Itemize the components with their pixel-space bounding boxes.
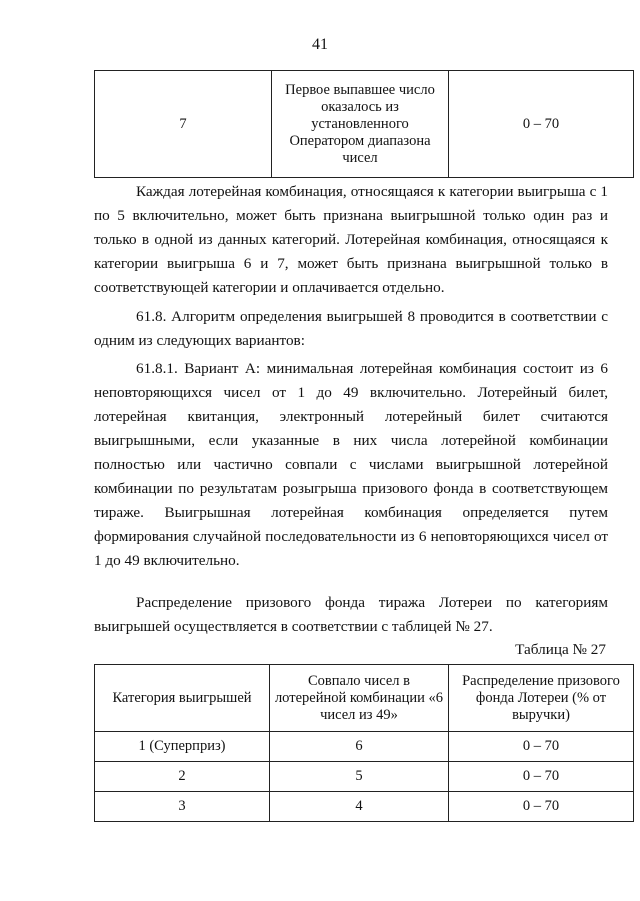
table-header-distribution: Распределение призового фонда Лотереи (% от выручки) (449, 665, 634, 732)
table-cell-matched: 4 (270, 792, 449, 822)
table-header-row (95, 665, 634, 732)
table-cell-matched: 6 (270, 732, 449, 762)
table-row (95, 732, 634, 762)
table-header-matched: Совпало чисел в лотерейной комбинации «6 чисел из 49» (270, 665, 449, 732)
page-number: 41 (312, 36, 328, 53)
paragraph-prize-distribution: Распределение призового фонда тиража Лотереи по категориям выигрышей осуществляется в соответствии с таблицей № 27. (94, 594, 608, 635)
table-cell-category: 2 (95, 762, 270, 792)
table-row (95, 762, 634, 792)
table-row (95, 71, 634, 178)
table-27 (94, 664, 634, 822)
table-caption: Таблица № 27 (515, 641, 606, 658)
table-cell-distribution: 0 – 70 (449, 762, 634, 792)
table-header-category: Категория выигрышей (95, 665, 270, 732)
paragraph-variant-a: 61.8.1. Вариант А: минимальная лотерейная комбинация состоит из 6 неповторяющихся чисел от 1 до 49 включительно. Лотерейный билет, лотерейная квитанция, электронный лотерейный билет считаются выигрышными, если указанные в них числа лотерейной комбинации полностью или частично совпали с числами выигрышной лотерейной комбинации по результатам розыгрыша призового фонда в соответствующем тираже. Выигрышная лотерейная комбинация определяется путем формирования случайной последовательности из 6 неповторяющихся чисел от 1 до 49 включительно. (94, 360, 608, 569)
prize-category-table-continued (94, 70, 634, 178)
paragraph-combination-rules: Каждая лотерейная комбинация, относящаяся к категории выигрыша с 1 по 5 включительно, может быть признана выигрышной только один раз и только в одной из данных категорий. Лотерейная комбинация, относящаяся к категории выигрыша 6 и 7, может быть признана выигрышной только в соответствующей категории и оплачивается отдельно. (94, 183, 608, 296)
table-cell-category: 7 (95, 71, 272, 178)
table-cell-matched: 5 (270, 762, 449, 792)
table-cell-condition: Первое выпавшее число оказалось из установленного Оператором диапазона чисел (272, 71, 449, 178)
paragraph-section-61-8: 61.8. Алгоритм определения выигрышей 8 проводится в соответствии с одним из следующих вариантов: (94, 308, 608, 349)
table-row (95, 792, 634, 822)
table-cell-distribution: 0 – 70 (449, 732, 634, 762)
table-cell-distribution: 0 – 70 (449, 71, 634, 178)
table-cell-category: 1 (Суперприз) (95, 732, 270, 762)
table-cell-category: 3 (95, 792, 270, 822)
table-cell-distribution: 0 – 70 (449, 792, 634, 822)
